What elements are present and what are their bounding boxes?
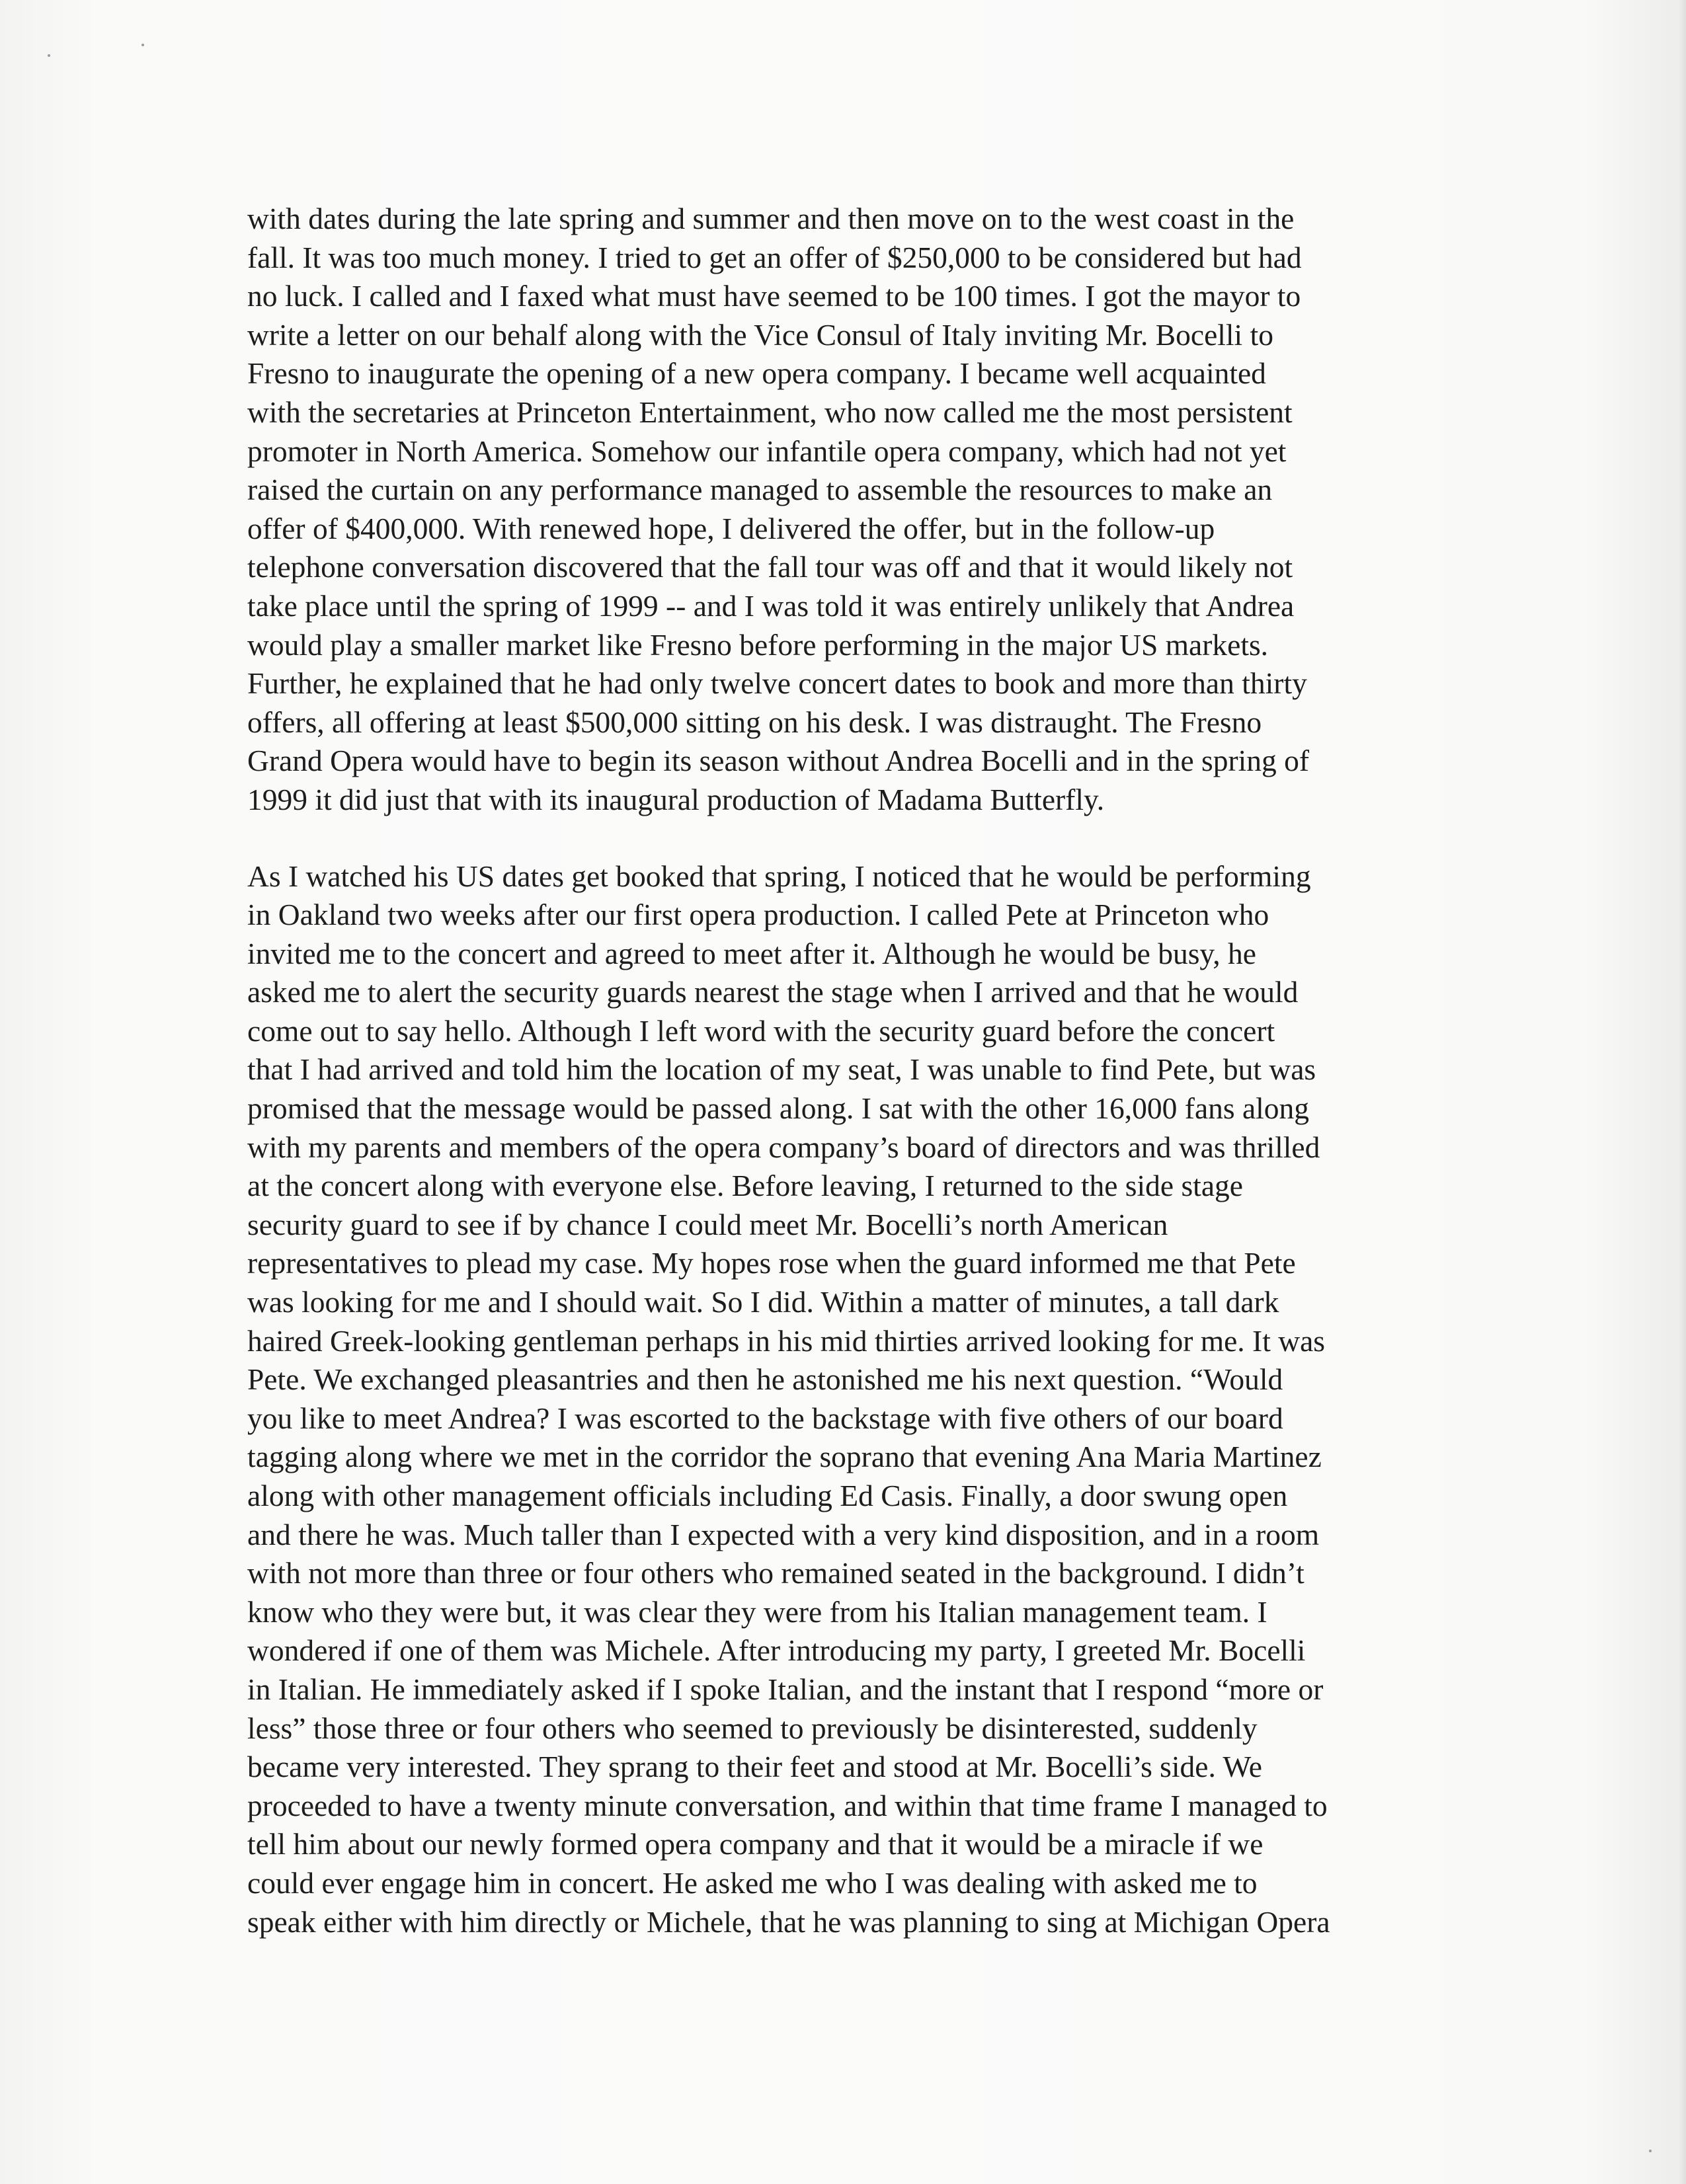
text-line: representatives to plead my case. My hopes rose when the guard informed me that Pete xyxy=(247,1246,1296,1280)
text-line: in Italian. He immediately asked if I spoke Italian, and the instant that I respond “more or xyxy=(247,1672,1324,1706)
text-line: would play a smaller market like Fresno before performing in the major US markets. xyxy=(247,627,1269,662)
text-line: tagging along where we met in the corridor the soprano that evening Ana Maria Martinez xyxy=(247,1440,1322,1474)
text-line: Further, he explained that he had only twelve concert dates to book and more than thirty xyxy=(247,666,1307,701)
scan-speck xyxy=(141,44,144,46)
text-line: offers, all offering at least $500,000 sitting on his desk. I was distraught. The Fresno xyxy=(247,705,1262,739)
text-line: security guard to see if by chance I could meet Mr. Bocelli’s north American xyxy=(247,1207,1168,1241)
text-line: in Oakland two weeks after our first opera production. I called Pete at Princeton who xyxy=(247,898,1269,932)
text-line: take place until the spring of 1999 -- and I was told it was entirely unlikely that Andrea xyxy=(247,588,1295,623)
paragraph-1 xyxy=(247,200,1431,820)
text-line: come out to say hello. Although I left word with the security guard before the concert xyxy=(247,1013,1275,1048)
text-line: became very interested. They sprang to their feet and stood at Mr. Bocelli’s side. We xyxy=(247,1750,1262,1784)
paragraph-2 xyxy=(247,857,1431,1942)
text-line: fall. It was too much money. I tried to get an offer of $250,000 to be considered but had xyxy=(247,240,1302,274)
text-line: with not more than three or four others who remained seated in the background. I didn’t xyxy=(247,1556,1305,1590)
text-line: speak either with him directly or Michele, that he was planning to sing at Michigan Opera xyxy=(247,1904,1330,1939)
scan-speck xyxy=(48,54,50,57)
text-line: with the secretaries at Princeton Entertainment, who now called me the most persistent xyxy=(247,395,1293,429)
text-line: telephone conversation discovered that the fall tour was off and that it would likely not xyxy=(247,550,1293,584)
text-line: promoter in North America. Somehow our infantile opera company, which had not yet xyxy=(247,434,1287,468)
text-line: no luck. I called and I faxed what must have seemed to be 100 times. I got the mayor to xyxy=(247,279,1301,313)
text-line: and there he was. Much taller than I expected with a very kind disposition, and in a room xyxy=(247,1517,1320,1551)
text-line: asked me to alert the security guards nearest the stage when I arrived and that he would xyxy=(247,975,1299,1009)
text-line: that I had arrived and told him the location of my seat, I was unable to find Pete, but was xyxy=(247,1052,1316,1087)
text-line: invited me to the concert and agreed to meet after it. Although he would be busy, he xyxy=(247,936,1256,970)
text-line: proceeded to have a twenty minute conversation, and within that time frame I managed to xyxy=(247,1788,1328,1822)
text-line: tell him about our newly formed opera company and that it would be a miracle if we xyxy=(247,1827,1264,1861)
text-line: wondered if one of them was Michele. After introducing my party, I greeted Mr. Bocelli xyxy=(247,1633,1306,1668)
text-line: along with other management officials including Ed Casis. Finally, a door swung open xyxy=(247,1479,1288,1512)
page-edge-shadow xyxy=(1679,0,1686,2184)
text-line: write a letter on our behalf along with the Vice Consul of Italy inviting Mr. Bocelli to xyxy=(247,317,1273,352)
text-line: was looking for me and I should wait. So I did. Within a matter of minutes, a tall dark xyxy=(247,1285,1279,1319)
text-line: Pete. We exchanged pleasantries and then he astonished me his next question. “Would xyxy=(247,1362,1283,1397)
text-line: know who they were but, it was clear they were from his Italian management team. I xyxy=(247,1594,1267,1629)
text-line: you like to meet Andrea? I was escorted to the backstage with five others of our board xyxy=(247,1401,1283,1435)
text-line: promised that the message would be passed along. I sat with the other 16,000 fans along xyxy=(247,1091,1310,1126)
text-line: Fresno to inaugurate the opening of a new opera company. I became well acquainted xyxy=(247,356,1266,391)
text-line: could ever engage him in concert. He asked me who I was dealing with asked me to xyxy=(247,1865,1258,1900)
text-line: with my parents and members of the opera company’s board of directors and was thrilled xyxy=(247,1130,1320,1164)
text-line: less” those three or four others who seemed to previously be disinterested, suddenly xyxy=(247,1711,1258,1745)
text-line: haired Greek-looking gentleman perhaps in his mid thirties arrived looking for me. It was xyxy=(247,1323,1325,1358)
text-line: 1999 it did just that with its inaugural production of Madama Butterfly. xyxy=(247,782,1105,816)
text-line: with dates during the late spring and summer and then move on to the west coast in the xyxy=(247,202,1295,235)
text-line: at the concert along with everyone else. Before leaving, I returned to the side stage xyxy=(247,1169,1243,1203)
text-line: As I watched his US dates get booked that spring, I noticed that he would be performing xyxy=(247,859,1311,893)
scan-speck xyxy=(1649,2150,1652,2152)
document-body xyxy=(247,200,1431,1941)
text-line: offer of $400,000. With renewed hope, I delivered the offer, but in the follow-up xyxy=(247,511,1215,545)
text-line: Grand Opera would have to begin its season without Andrea Bocelli and in the spring of xyxy=(247,744,1310,778)
text-line: raised the curtain on any performance managed to assemble the resources to make an xyxy=(247,473,1273,507)
